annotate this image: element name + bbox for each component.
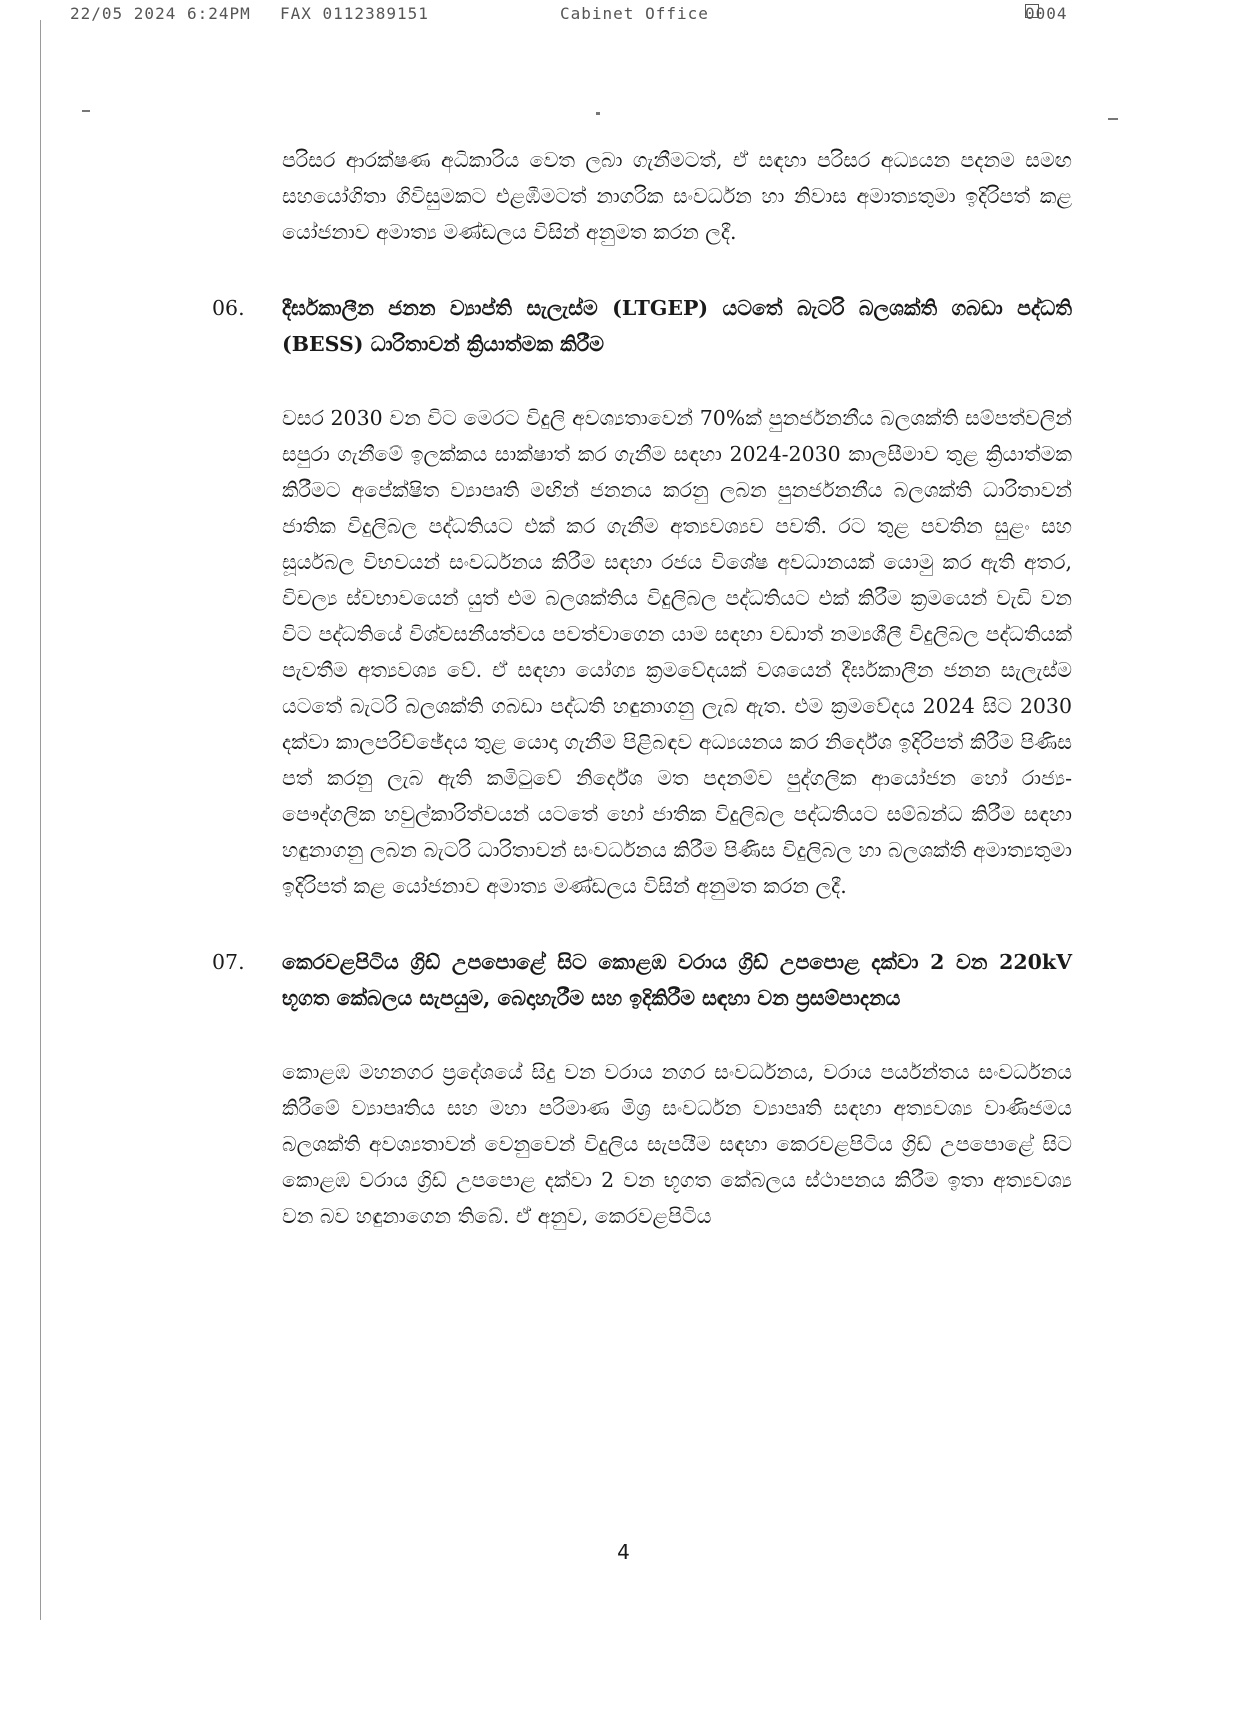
scan-margin-line: [40, 20, 41, 1620]
scan-speck: [1108, 118, 1118, 120]
section-number: 06.: [212, 296, 245, 320]
page-number: 4: [617, 1540, 630, 1564]
fax-number: FAX 0112389151: [280, 4, 429, 23]
section-body: වසර 2030 වන විට මෙරට විදුලි අවශ්‍යතාවෙන් 70%ක් පුනර්ජනනීය බලශක්ති සම්පත්වලින් සපුරා ගැනීමේ ඉලක්කය සාක්ෂාත් කර ගැනීම සඳහා 2024-2030 කාලසීමාව තුළ ක්‍රියාත්මක කිරීමට අපේක්ෂිත ව්‍යාපෘති මඟින් ජනනය කරනු ලබන පුනර්ජනනීය බලශක්ති ධාරිතාවන් ජාතික විදුලිබල පද්ධතියට එක් කර ගැනීම අත්‍යවශ්‍යව පවතී. රට තුළ පවතින සුළං සහ සූර්යබල විභවයන් සංවර්ධනය කිරීම සඳහා රජය විශේෂ අවධානයක් යොමු කර ඇති අතර, විචල්‍ය ස්වභාවයෙන් යුත් එම බලශක්තිය විදුලිබල පද්ධතියට එක් කිරීම ක්‍රමයෙන් වැඩි වන විට පද්ධතියේ විශ්වසනීයත්වය පවත්වාගෙන යාම සඳහා වඩාත් නම්‍යශීලී විදුලිබල පද්ධතියක් පැවතීම අත්‍යවශ්‍ය වේ. ඒ සඳහා යෝග්‍ය ක්‍රමවේදයක් වශයෙන් දීර්ඝකාලීන ජනන සැලැස්ම යටතේ බැටරි බලශක්ති ගබඩා පද්ධති හඳුනාගනු ලැබ ඇත. එම ක්‍රමවේදය 2024 සිට 2030 දක්වා කාලපරිච්ඡේදය තුළ යොදා ගැනීම පිළිබඳව අධ්‍යයනය කර නිර්දේශ ඉදිරිපත් කිරීම පිණිස පත් කරනු ලැබ ඇති කමිටුවේ නිර්දේශ මත පදනම්ව පුද්ගලික ආයෝජන හෝ රාජ්‍ය-පෞද්ගලික හවුල්කාරිත්වයන් යටතේ හෝ ජාතික විදුලිබල පද්ධතියට සම්බන්ධ කිරීම සඳහා හඳුනාගනු ලබන බැටරි ධාරිතාවන් සංවර්ධනය කිරීම පිණිස විදුලිබල හා බලශක්ති අමාත්‍යතුමා ඉදිරිපත් කළ යෝජනාව අමාත්‍ය මණ්ඩලය විසින් අනුමත කරන ලදී.: [282, 406, 1072, 898]
section-title: දීර්ඝකාලීන ජනන ව්‍යාප්ති සැලැස්ම (LTGEP) යටතේ බැටරි බලශක්ති ගබඩා පද්ධති (BESS) ධාරිතාවන් ක්‍රියාත්මක කිරීම: [282, 296, 1072, 356]
document-body: [212, 142, 1072, 1234]
section-body: කොළඹ මහනගර ප්‍රදේශයේ සිදු වන වරාය නගර සංවර්ධනය, වරාය පර්යන්තය සංවර්ධනය කිරීමේ ව්‍යාපෘතිය සහ මහා පරිමාණ මිශ්‍ර සංවර්ධන ව්‍යාපෘති සඳහා අත්‍යවශ්‍ය වාණිජමය බලශක්ති අවශ්‍යතාවන් වෙනුවෙන් විදුලිය සැපයීම සඳහා කෙරවළපිටිය ග්‍රිඩ් උපපොළේ සිට කොළඹ වරාය ග්‍රිඩ් උපපොළ දක්වා 2 වන භූගත කේබලය ස්ථාපනය කිරීම ඉතා අත්‍යවශ්‍ය වන බව හඳුනාගෙන තිබේ. ඒ අනුව, කෙරවළපිටිය: [282, 1060, 1072, 1228]
fax-date-time: 22/05 2024 6:24PM: [70, 4, 251, 23]
fax-page-counter-value: 0004: [1025, 4, 1068, 23]
section-07: [212, 944, 1072, 1234]
section-title: කෙරවළපිටිය ග්‍රිඩ් උපපොළේ සිට කොළඹ වරාය ග්‍රිඩ් උපපොළ දක්වා 2 වන 220kV භූගත කේබලය සැපයුම, බෙදාහැරීම සහ ඉදිකිරීම සඳහා වන ප්‍රසම්පාදනය: [282, 950, 1072, 1010]
section-number: 07.: [212, 950, 245, 974]
fax-sender-office: Cabinet Office: [560, 4, 709, 23]
intro-paragraph: පරිසර ආරක්ෂණ අධිකාරිය වෙත ලබා ගැනීමටත්, ඒ සඳහා පරිසර අධ්‍යයන පදනම සමඟ සහයෝගිතා ගිවිසුමකට එළඹීමටත් නාගරික සංවර්ධන හා නිවාස අමාත්‍යතුමා ඉදිරිපත් කළ යෝජනාව අමාත්‍ය මණ්ඩලය විසින් අනුමත කරන ලදී.: [282, 148, 1072, 244]
scan-speck: [82, 110, 90, 112]
fax-header: [70, 4, 1087, 28]
section-06: [212, 290, 1072, 904]
scan-speck: [596, 112, 600, 115]
